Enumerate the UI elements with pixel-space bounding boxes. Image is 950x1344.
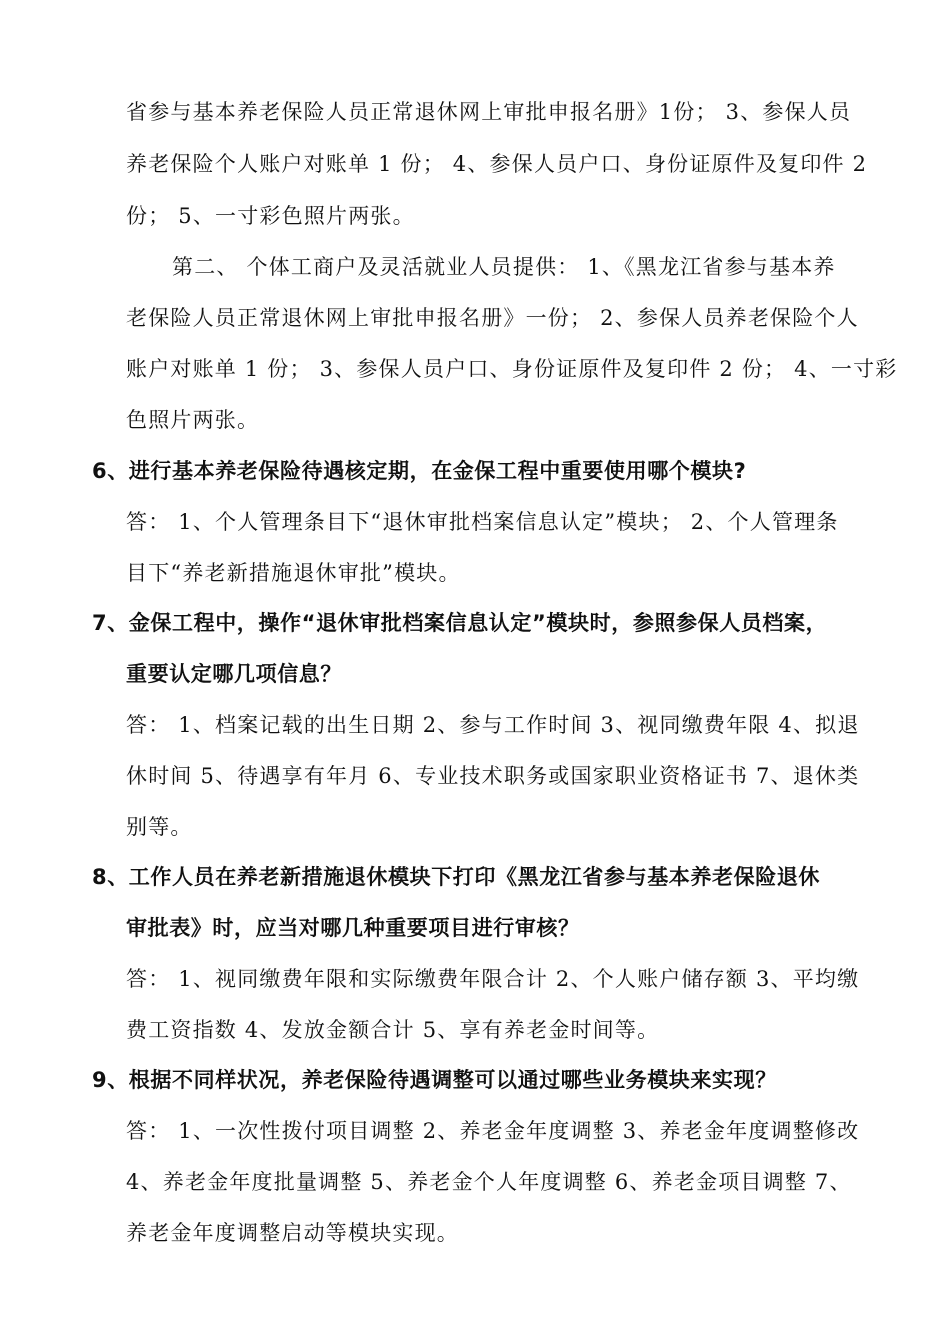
answer-line: 休时间 5、待遇享有年月 6、专业技术职务或国家职业资格证书 7、退休类 xyxy=(126,764,860,788)
answer-line: 答： 1、一次性拨付项目调整 2、养老金年度调整 3、养老金年度调整修改 xyxy=(126,1119,860,1143)
answer-line: 4、养老金年度批量调整 5、养老金个人年度调整 6、养老金项目调整 7、 xyxy=(126,1170,852,1194)
question-heading: 8、工作人员在养老新措施退休模块下打印《黑龙江省参与基本养老保险退休 xyxy=(92,865,821,889)
body-line: 省参与基本养老保险人员正常退休网上审批申报名册》1份； 3、参保人员 xyxy=(126,100,852,124)
body-line: 份； 5、一寸彩色照片两张。 xyxy=(126,204,415,228)
question-heading: 9、根据不同样状况，养老保险待遇调整可以通过哪些业务模块来实现？ xyxy=(92,1068,777,1092)
body-line: 第二、 个体工商户及灵活就业人员提供： 1、《黑龙江省参与基本养 xyxy=(172,255,836,279)
answer-line: 答： 1、档案记载的出生日期 2、参与工作时间 3、视同缴费年限 4、拟退 xyxy=(126,713,860,737)
body-line: 账户对账单 1 份； 3、参保人员户口、身份证原件及复印件 2 份； 4、一寸彩 xyxy=(126,357,898,381)
answer-line: 费工资指数 4、发放金额合计 5、享有养老金时间等。 xyxy=(126,1018,660,1042)
answer-line: 答： 1、视同缴费年限和实际缴费年限合计 2、个人账户储存额 3、平均缴 xyxy=(126,967,860,991)
answer-line: 目下“养老新措施退休审批”模块。 xyxy=(126,561,461,585)
answer-line: 答： 1、个人管理条目下“退休审批档案信息认定”模块； 2、个人管理条 xyxy=(126,510,839,534)
question-heading: 6、进行基本养老保险待遇核定期，在金保工程中重要使用哪个模块? xyxy=(92,459,747,483)
answer-line: 别等。 xyxy=(126,815,193,839)
answer-line: 养老金年度调整启动等模块实现。 xyxy=(126,1221,459,1245)
body-line: 养老保险个人账户对账单 1 份； 4、参保人员户口、身份证原件及复印件 2 xyxy=(126,152,868,176)
question-heading: 7、金保工程中，操作“退休审批档案信息认定”模块时，参照参保人员档案， xyxy=(92,611,828,635)
question-heading: 重要认定哪几项信息？ xyxy=(126,662,342,686)
question-heading: 审批表》时，应当对哪几种重要项目进行审核？ xyxy=(126,916,580,940)
body-line: 色照片两张。 xyxy=(126,408,260,432)
body-line: 老保险人员正常退休网上审批申报名册》一份； 2、参保人员养老保险个人 xyxy=(126,306,859,330)
